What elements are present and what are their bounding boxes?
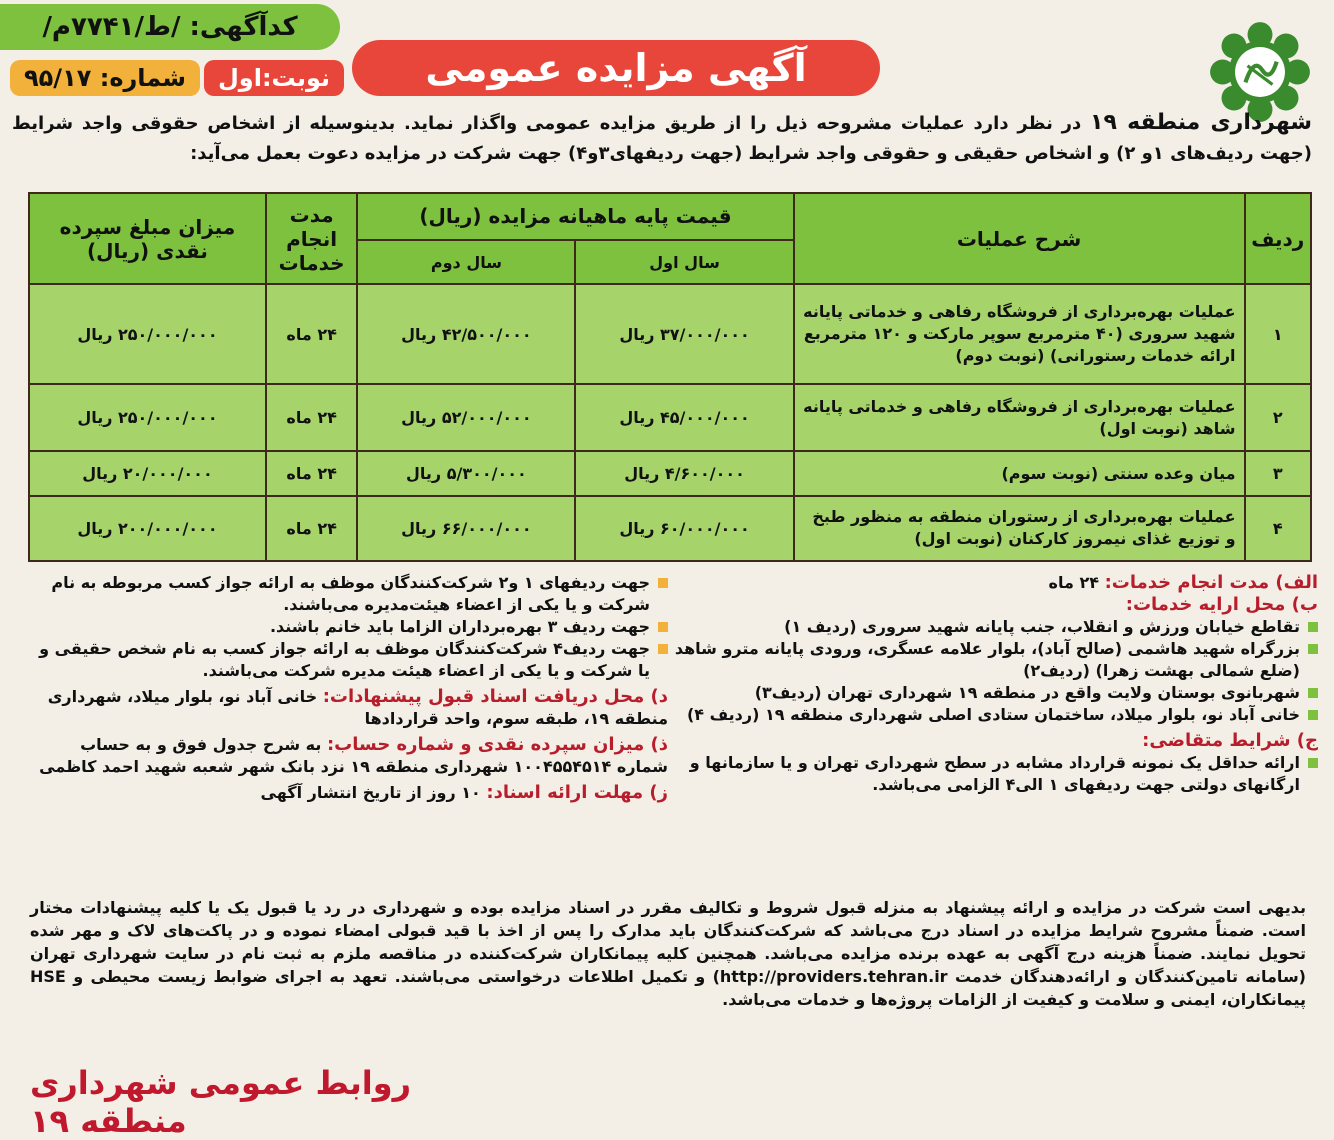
row-duration: ۲۴ ماه	[266, 496, 357, 561]
row-description: عملیات بهره‌برداری از فروشگاه رفاهی و خدماتی پایانه شاهد (نوبت اول)	[794, 384, 1245, 451]
header-description: شرح عملیات	[794, 193, 1245, 284]
row-description: عملیات بهره‌برداری از رستوران منطقه به منظور طبخ و توزیع غذای نیمروز کارکنان (نوبت اول)	[794, 496, 1245, 561]
number-badge: شماره: ۹۵/۱۷	[10, 60, 200, 96]
header-year1: سال اول	[575, 240, 793, 285]
ad-title: آگهی مزایده عمومی	[352, 40, 880, 96]
intro-paragraph	[12, 108, 1312, 169]
header-row-num: ردیف	[1245, 193, 1311, 284]
table-row	[29, 451, 1311, 496]
row-year1: ۴۵/۰۰۰/۰۰۰ ریال	[575, 384, 793, 451]
section-f-title: ز) مهلت ارائه اسناد:	[486, 782, 668, 803]
intro-text: در نظر دارد عملیات مشروحه ذیل را از طریق مزایده عمومی واگذار نماید. بدینوسیله از اشخاص حقوقی واجد شرایط (جهت ردیف‌های ۱و ۲) و اشخاص حقیقی و حقوقی واجد شرایط (جهت ردیفهای۳و۴) جهت شرکت در مزایده دعوت بعمل می‌آید:	[12, 113, 1312, 164]
table-row	[29, 384, 1311, 451]
details-section	[28, 572, 1318, 890]
row-description: میان وعده سنتی (نوبت سوم)	[794, 451, 1245, 496]
row-num: ۲	[1245, 384, 1311, 451]
table-row	[29, 284, 1311, 384]
row-year2: ۶۶/۰۰۰/۰۰۰ ریال	[357, 496, 575, 561]
footer-signature: روابط عمومی شهرداری منطقه ۱۹	[30, 1064, 412, 1140]
row-deposit: ۲۵۰/۰۰۰/۰۰۰ ریال	[29, 284, 266, 384]
section-b-title: ب) محل ارایه خدمات:	[1125, 594, 1318, 615]
row-year1: ۴/۶۰۰/۰۰۰ ریال	[575, 451, 793, 496]
row-num: ۱	[1245, 284, 1311, 384]
list-item: جهت ردیفهای ۱ و۲ شرکت‌کنندگان موظف به ارائه جواز کسب مربوطه به نام شرکت و یا یکی از اعضاء هیئت‌مدیره می‌باشند.	[28, 572, 668, 616]
section-d-title: د) محل دریافت اسناد قبول پیشنهادات:	[322, 686, 668, 707]
row-deposit: ۲۰/۰۰۰/۰۰۰ ریال	[29, 451, 266, 496]
section-f	[28, 782, 668, 804]
row-year1: ۶۰/۰۰۰/۰۰۰ ریال	[575, 496, 793, 561]
list-item: بزرگراه شهید هاشمی (صالح آباد)، بلوار علامه عسگری، ورودی پایانه مترو شاهد (ضلع شمالی بهشت زهرا) (ردیف۲)	[668, 638, 1318, 682]
section-d-text: خانی آباد نو، بلوار میلاد، شهرداری منطقه ۱۹، طبقه سوم، واحد قراردادها	[47, 687, 668, 728]
row-deposit: ۲۰۰/۰۰۰/۰۰۰ ریال	[29, 496, 266, 561]
row-duration: ۲۴ ماه	[266, 284, 357, 384]
ad-code: کدآگهی: /ط/۷۷۴۱م/	[0, 4, 340, 50]
row-year2: ۴۲/۵۰۰/۰۰۰ ریال	[357, 284, 575, 384]
row-num: ۴	[1245, 496, 1311, 561]
section-e	[28, 734, 668, 778]
footer-paragraph: بدیهی است شرکت در مزایده و ارائه پیشنهاد به منزله قبول شروط و تکالیف مقرر در اسناد مزایده بوده و شهرداری در رد یا قبول یک یا کلیه پیشنهادات مختار است. ضمناً مشروح شرایط مزایده در اسناد درج می‌باشد که شرکت‌کنندگان باید مدارک را پس از اخذ با قید قبولی امضاء نموده و در پاکت‌های لاک و مهر شده تحویل نمایند. ضمناً هزینه درج آگهی به عهده برنده مزایده می‌باشد. همچنین کلیه پیمانکاران شرکت‌کننده در مناقصه ملزم به ثبت نام در سایت شهرداری تهران (سامانه تامین‌کنندگان و ارائه‌دهندگان خدمت http://providers.tehran.ir) و تکمیل اطلاعات درخواستی می‌باشند. تعهد به اجرای ضوابط زیست محیطی و HSE پیمانکاران، ایمنی و سلامت و کیفیت از الزامات پروژه‌ها و خدمات می‌باشد.	[30, 898, 1306, 1009]
row-deposit: ۲۵۰/۰۰۰/۰۰۰ ریال	[29, 384, 266, 451]
header-base-price: قیمت پایه ماهیانه مزایده (ریال)	[357, 193, 793, 240]
list-item: شهربانوی بوستان ولایت واقع در منطقه ۱۹ شهرداری تهران (ردیف۳)	[668, 682, 1318, 704]
auction-table	[28, 192, 1312, 562]
section-c-title: ج) شرایط متقاضی:	[1142, 730, 1318, 751]
section-a-title: الف) مدت انجام خدمات:	[1104, 572, 1318, 593]
row-num: ۳	[1245, 451, 1311, 496]
header-duration: مدت انجام خدمات	[266, 193, 357, 284]
row-duration: ۲۴ ماه	[266, 384, 357, 451]
row-description: عملیات بهره‌برداری از فروشگاه رفاهی و خدماتی پایانه شهید سروری (۴۰ مترمربع سوپر مارکت و ۱۲۰ مترمربع ارائه خدمات رستورانی) (نوبت دوم)	[794, 284, 1245, 384]
section-e-title: ذ) میزان سپرده نقدی و شماره حساب:	[326, 734, 668, 755]
row-year2: ۵/۳۰۰/۰۰۰ ریال	[357, 451, 575, 496]
header-deposit: میزان مبلغ سپرده نقدی (ریال)	[29, 193, 266, 284]
section-f-text: ۱۰ روز از تاریخ انتشار آگهی	[260, 783, 487, 802]
row-year1: ۳۷/۰۰۰/۰۰۰ ریال	[575, 284, 793, 384]
list-item: جهت ردیف ۳ بهره‌برداران الزاما باید خانم باشند.	[28, 616, 668, 638]
row-year2: ۵۲/۰۰۰/۰۰۰ ریال	[357, 384, 575, 451]
list-item: تقاطع خیابان ورزش و انقلاب، جنب پایانه شهید سروری (ردیف ۱)	[668, 616, 1318, 638]
section-a-value: ۲۴ ماه	[1048, 573, 1105, 592]
list-item: خانی آباد نو، بلوار میلاد، ساختمان ستادی اصلی شهرداری منطقه ۱۹ (ردیف ۴)	[668, 704, 1318, 726]
org-name: شهرداری منطقه ۱۹	[1090, 110, 1312, 135]
list-item: جهت ردیف۴ شرکت‌کنندگان موظف به ارائه جواز کسب به نام شخص حقیقی و یا شرکت و یا یکی از اعضاء هیئت مدیره شرکت می‌باشند.	[28, 638, 668, 682]
section-e-text: به شرح جدول فوق و به حساب شماره ۱۰۰۴۵۵۴۵۱۴ شهرداری منطقه ۱۹ نزد بانک شهر شعبه شهید احمد کاظمی	[39, 735, 668, 776]
details-right-column	[668, 572, 1318, 796]
section-a	[668, 572, 1318, 594]
row-duration: ۲۴ ماه	[266, 451, 357, 496]
round-badge: نوبت:اول	[204, 60, 344, 96]
section-d	[28, 686, 668, 730]
list-item: ارائه حداقل یک نمونه قرارداد مشابه در سطح شهرداری تهران و یا سازمانها و ارگانهای دولتی جهت ردیفهای ۱ الی۴ الزامی می‌باشد.	[668, 752, 1318, 796]
details-left-column	[28, 572, 668, 804]
header-year2: سال دوم	[357, 240, 575, 285]
table-row	[29, 496, 1311, 561]
